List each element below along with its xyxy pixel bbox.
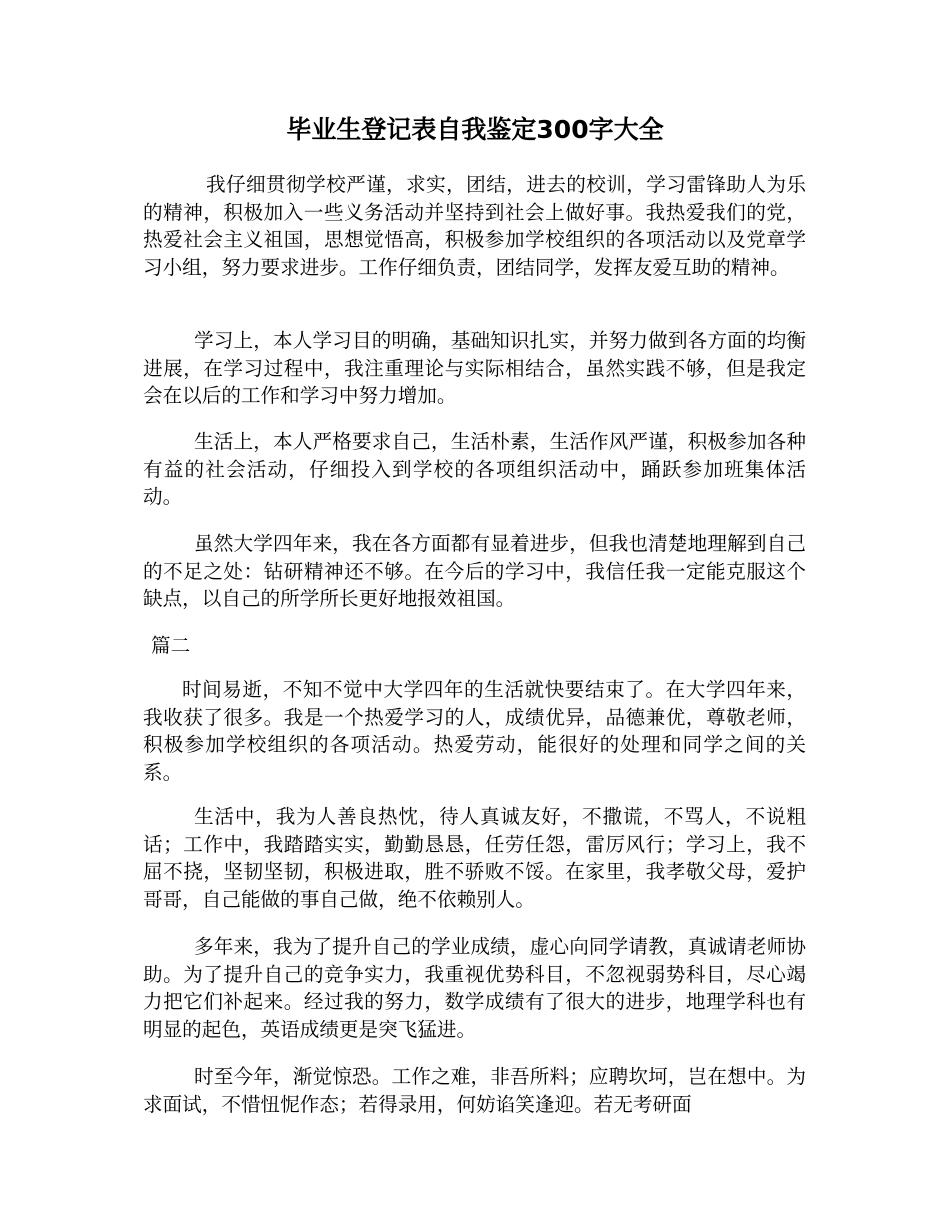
paragraph-7: 多年来，我为了提升自己的学业成绩，虚心向同学请教，真诚请老师协助。为了提升自己的竞争实力，我重视优势科目，不忽视弱势科目，尽心竭力把它们补起来。经过我的努力，数学成绩有了很大的进步，地理学科也有明显的起色，英语成绩更是突飞猛进。 xyxy=(143,935,806,1041)
paragraph-1: 我仔细贯彻学校严谨，求实，团结，进去的校训，学习雷锋助人为乐的精神，积极加入一些义务活动并坚持到社会上做好事。我热爱我们的党，热爱社会主义祖国，思想觉悟高，积极参加学校组织的各项活动以及党章学习小组，努力要求进步。工作仔细负责，团结同学，发挥友爱互助的精神。 xyxy=(143,173,806,279)
document-title: 毕业生登记表自我鉴定300字大全 xyxy=(286,115,664,144)
paragraph-8: 时至今年，渐觉惊恐。工作之难，非吾所料；应聘坎坷，岂在想中。为求面试，不惜忸怩作态；若得录用，何妨谄笑逢迎。若无考研面 xyxy=(143,1065,806,1116)
section-heading: 篇二 xyxy=(151,634,191,657)
paragraph-4: 虽然大学四年来，我在各方面都有显着进步，但我也清楚地理解到自己的不足之处：钻研精神还不够。在今后的学习中，我信任我一定能克服这个缺点，以自己的所学所长更好地报效祖国。 xyxy=(143,532,806,610)
paragraph-2: 学习上，本人学习目的明确，基础知识扎实，并努力做到各方面的均衡进展，在学习过程中，我注重理论与实际相结合，虽然实践不够，但是我定会在以后的工作和学习中努力增加。 xyxy=(143,329,806,407)
paragraph-6: 生活中，我为人善良热忱，待人真诚友好，不撒谎，不骂人，不说粗话；工作中，我踏踏实实，勤勤恳恳，任劳任怨，雷厉风行；学习上，我不屈不挠，坚韧坚韧，积极进取，胜不骄败不馁。在家里，我孝敬父母，爱护哥哥，自己能做的事自己做，绝不依赖别人。 xyxy=(143,805,806,911)
paragraph-3: 生活上，本人严格要求自己，生活朴素，生活作风严谨，积极参加各种有益的社会活动，仔细投入到学校的各项组织活动中，踊跃参加班集体活动。 xyxy=(143,430,806,508)
paragraph-5: 时间易逝，不知不觉中大学四年的生活就快要结束了。在大学四年来，我收获了很多。我是一个热爱学习的人，成绩优异，品德兼优，尊敬老师，积极参加学校组织的各项活动。热爱劳动，能很好的处理和同学之间的关系。 xyxy=(143,678,806,784)
